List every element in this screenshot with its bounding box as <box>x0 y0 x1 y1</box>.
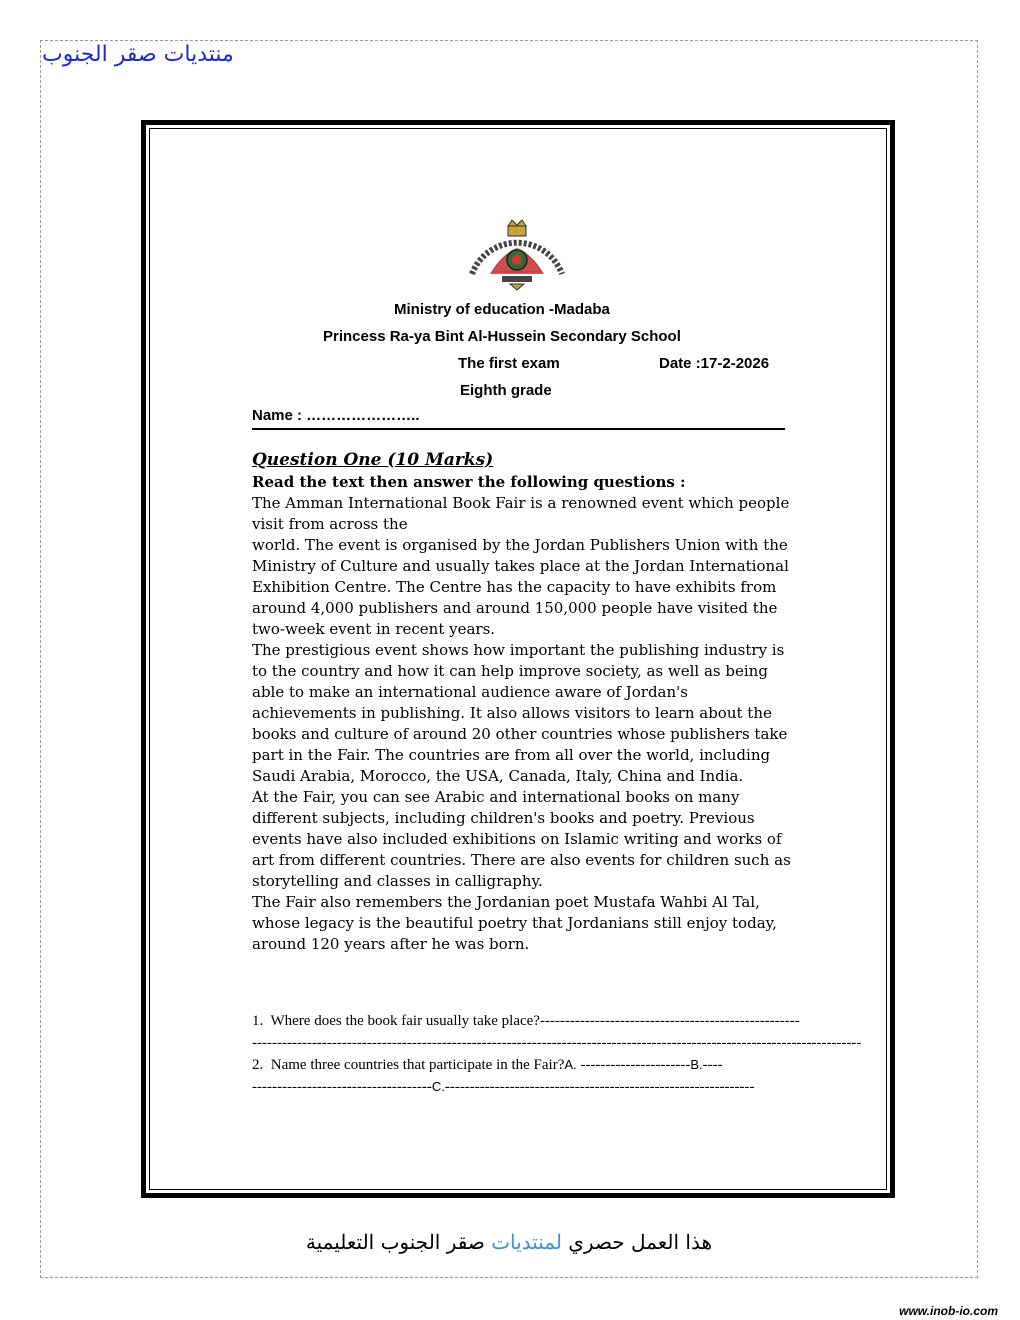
question-number: 1. <box>252 1013 264 1029</box>
student-name-field: Name : ………………….. <box>252 407 420 424</box>
jordan-coat-of-arms-icon <box>452 212 582 292</box>
reading-paragraph: world. The event is organised by the Jordan Publishers Union with the Ministry of Culture and usually takes place at the Jordan International Exhibition Centre. The Centre has the capacity to have exhibits from around 4,000 publishers and around 150,000 people have visited the two-week event in recent years. <box>252 536 789 638</box>
comprehension-questions <box>252 1010 862 1098</box>
answer-label-a: A. <box>564 1057 577 1072</box>
answer-line: ------------------------------------ <box>252 1079 432 1095</box>
answer-label-c: C. <box>431 1079 445 1094</box>
footer-suffix: صقر الجنوب التعليمية <box>305 1230 492 1254</box>
reading-paragraph: The prestigious event shows how important the publishing industry is to the country and how it can help improve society, as well as being able to make an international audience aware of Jordan's achievements in publishing. It also allows visitors to learn about the books and culture of around 20 other countries whose publishers take part in the Fair. The countries are from all over the world, including Saudi Arabia, Morocco, the USA, Canada, Italy, China and India. <box>252 641 788 785</box>
grade-label: Eighth grade <box>460 382 552 399</box>
answer-line: -------------------------------------------------------------------------------------------------------------------------- <box>252 1035 862 1051</box>
school-heading: Princess Ra-ya Bint Al-Hussein Secondary School <box>323 328 681 345</box>
question-one-title: Question One (10 Marks) <box>252 450 494 470</box>
exam-date: Date :17-2-2026 <box>659 355 770 372</box>
answer-label-b: B. <box>690 1057 703 1072</box>
question-2 <box>252 1054 787 1076</box>
footer-highlight: لمنتديات <box>491 1230 562 1254</box>
header-divider <box>252 428 785 430</box>
ministry-heading: Ministry of education -Madaba <box>394 301 610 318</box>
forum-watermark-title: منتديات صقر الجنوب <box>42 42 234 67</box>
forum-footer-watermark <box>305 1230 712 1254</box>
answer-line: ---- <box>702 1057 723 1073</box>
answer-line: -------------------------------------------------------------- <box>444 1079 755 1095</box>
reading-paragraph: The Amman International Book Fair is a renowned event which people visit from across the <box>252 494 790 533</box>
footer-prefix: هذا العمل حصري <box>561 1230 712 1254</box>
reading-paragraph: The Fair also remembers the Jordanian poet Mustafa Wahbi Al Tal, whose legacy is the beautiful poetry that Jordanians still enjoy today, around 120 years after he was born. <box>252 893 777 953</box>
reading-paragraph: At the Fair, you can see Arabic and international books on many different subjects, including children's books and poetry. Previous events have also included exhibitions on Islamic writing and works of art from different countries. There are also events for children such as storytelling and classes in calligraphy. <box>252 788 791 890</box>
question-one-section <box>252 448 792 955</box>
question-number: 2. <box>252 1057 264 1073</box>
question-text: Name three countries that participate in the Fair? <box>270 1057 565 1073</box>
question-text: Where does the book fair usually take place? <box>270 1013 540 1029</box>
answer-line: ---------------------- <box>576 1057 691 1073</box>
site-url: www.inob-io.com <box>899 1304 998 1318</box>
question-2-continued <box>252 1076 787 1098</box>
answer-line: ---------------------------------------------------- <box>539 1013 800 1029</box>
exam-title: The first exam <box>458 355 560 372</box>
question-one-instruction: Read the text then answer the following questions : <box>252 473 686 491</box>
question-1 <box>252 1010 800 1032</box>
